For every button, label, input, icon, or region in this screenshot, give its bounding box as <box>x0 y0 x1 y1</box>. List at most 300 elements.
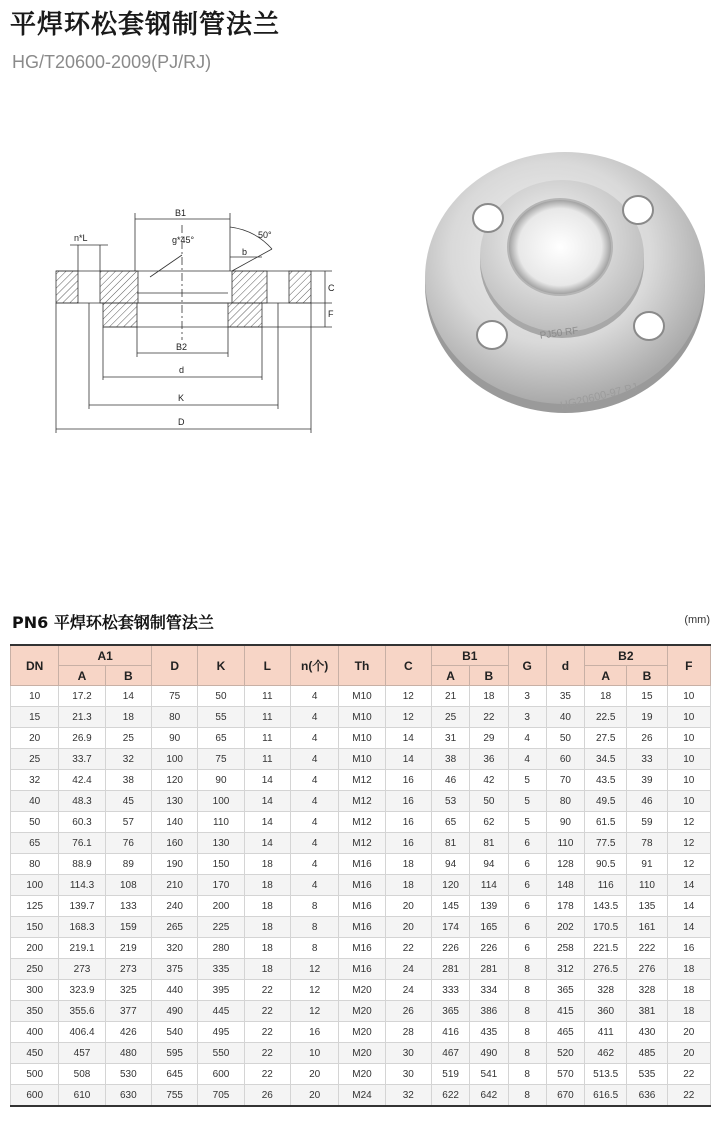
header-b1: B1 <box>431 645 508 666</box>
table-cell: 139.7 <box>59 896 105 917</box>
unit-label: (mm) <box>684 614 710 626</box>
header-k: K <box>198 645 244 686</box>
table-cell: 8 <box>290 917 338 938</box>
table-cell: 14 <box>105 686 151 707</box>
table-cell: 33.7 <box>59 749 105 770</box>
table-cell: 110 <box>546 833 584 854</box>
table-cell: 6 <box>508 875 546 896</box>
table-cell: 202 <box>546 917 584 938</box>
table-cell: 10 <box>667 686 710 707</box>
table-cell: M10 <box>339 728 385 749</box>
table-cell: M20 <box>339 980 385 1001</box>
table-cell: 4 <box>508 728 546 749</box>
table-cell: 14 <box>667 896 710 917</box>
table-cell: 4 <box>290 854 338 875</box>
table-cell: 416 <box>431 1022 469 1043</box>
table-cell: 540 <box>152 1022 198 1043</box>
header-b1-a: A <box>431 666 469 686</box>
table-cell: 24 <box>385 959 431 980</box>
table-cell: 32 <box>105 749 151 770</box>
table-cell: 8 <box>508 980 546 1001</box>
table-cell: 4 <box>290 770 338 791</box>
table-cell: 335 <box>198 959 244 980</box>
table-cell: 355.6 <box>59 1001 105 1022</box>
table-cell: 10 <box>667 791 710 812</box>
table-cell: M12 <box>339 812 385 833</box>
table-cell: 33 <box>627 749 667 770</box>
table-cell: 50 <box>546 728 584 749</box>
table-cell: 610 <box>59 1085 105 1107</box>
table-cell: 35 <box>546 686 584 707</box>
header-b1-b: B <box>470 666 508 686</box>
table-cell: 21.3 <box>59 707 105 728</box>
table-cell: 622 <box>431 1085 469 1107</box>
table-cell: 4 <box>290 728 338 749</box>
table-cell: 320 <box>152 938 198 959</box>
table-cell: 8 <box>508 1043 546 1064</box>
table-row <box>11 833 711 854</box>
table-cell: 21 <box>431 686 469 707</box>
table-cell: 12 <box>667 812 710 833</box>
table-cell: M16 <box>339 959 385 980</box>
table-cell: 334 <box>470 980 508 1001</box>
table-cell: 14 <box>244 833 290 854</box>
table-cell: 88.9 <box>59 854 105 875</box>
table-cell: 395 <box>198 980 244 1001</box>
table-cell: 467 <box>431 1043 469 1064</box>
table-cell: 30 <box>385 1043 431 1064</box>
table-cell: 42 <box>470 770 508 791</box>
table-cell: 43.5 <box>585 770 627 791</box>
table-cell: 17.2 <box>59 686 105 707</box>
label-angle: 50° <box>258 230 272 240</box>
table-cell: 61.5 <box>585 812 627 833</box>
table-cell: 8 <box>508 1085 546 1107</box>
table-cell: 28 <box>385 1022 431 1043</box>
table-row <box>11 1043 711 1064</box>
table-cell: 34.5 <box>585 749 627 770</box>
table-row <box>11 959 711 980</box>
table-cell: M12 <box>339 791 385 812</box>
table-cell: 411 <box>585 1022 627 1043</box>
table-row <box>11 812 711 833</box>
table-cell: 219 <box>105 938 151 959</box>
table-cell: 12 <box>385 686 431 707</box>
label-B1: B1 <box>175 208 187 218</box>
table-cell: 168.3 <box>59 917 105 938</box>
table-cell: 550 <box>198 1043 244 1064</box>
cell-dn: 400 <box>11 1022 59 1043</box>
table-cell: 14 <box>667 917 710 938</box>
header-dn: DN <box>11 645 59 686</box>
table-cell: 5 <box>508 812 546 833</box>
table-cell: 10 <box>667 707 710 728</box>
cell-dn: 350 <box>11 1001 59 1022</box>
table-cell: 116 <box>585 875 627 896</box>
table-cell: 14 <box>385 728 431 749</box>
table-cell: 377 <box>105 1001 151 1022</box>
table-cell: 26 <box>244 1085 290 1107</box>
table-cell: 42.4 <box>59 770 105 791</box>
header-a1: A1 <box>59 645 152 666</box>
label-d: d <box>179 365 185 375</box>
table-cell: 18 <box>244 875 290 896</box>
table-cell: 8 <box>290 938 338 959</box>
cell-dn: 50 <box>11 812 59 833</box>
table-cell: 281 <box>431 959 469 980</box>
table-cell: 6 <box>508 917 546 938</box>
table-cell: 81 <box>431 833 469 854</box>
table-cell: 276.5 <box>585 959 627 980</box>
table-cell: 276 <box>627 959 667 980</box>
table-cell: 16 <box>290 1022 338 1043</box>
table-cell: 114 <box>470 875 508 896</box>
label-nL: n*L <box>74 233 88 243</box>
header-d: d <box>546 645 584 686</box>
table-cell: 80 <box>152 707 198 728</box>
table-cell: 130 <box>198 833 244 854</box>
table-cell: 12 <box>290 980 338 1001</box>
table-cell: 365 <box>431 1001 469 1022</box>
table-cell: 600 <box>198 1064 244 1085</box>
table-row <box>11 1001 711 1022</box>
table-cell: 480 <box>105 1043 151 1064</box>
table-row <box>11 1064 711 1085</box>
table-row <box>11 707 711 728</box>
table-cell: 328 <box>627 980 667 1001</box>
table-cell: 18 <box>385 875 431 896</box>
table-cell: 14 <box>244 770 290 791</box>
table-cell: 18 <box>244 896 290 917</box>
table-cell: 4 <box>290 875 338 896</box>
table-cell: 6 <box>508 833 546 854</box>
table-cell: 333 <box>431 980 469 1001</box>
table-cell: 465 <box>546 1022 584 1043</box>
table-cell: M16 <box>339 917 385 938</box>
photo-stamp-hg: HG20600-97 PJ <box>559 381 639 413</box>
table-cell: 94 <box>431 854 469 875</box>
table-cell: 18 <box>244 854 290 875</box>
table-cell: 148 <box>546 875 584 896</box>
table-cell: 381 <box>627 1001 667 1022</box>
table-cell: 4 <box>290 686 338 707</box>
table-cell: 200 <box>198 896 244 917</box>
table-cell: 426 <box>105 1022 151 1043</box>
table-cell: 4 <box>290 707 338 728</box>
table-cell: 22 <box>244 1022 290 1043</box>
table-cell: 325 <box>105 980 151 1001</box>
table-cell: 705 <box>198 1085 244 1107</box>
table-cell: 11 <box>244 686 290 707</box>
cell-dn: 25 <box>11 749 59 770</box>
table-cell: 90 <box>198 770 244 791</box>
table-cell: 4 <box>290 812 338 833</box>
table-cell: 755 <box>152 1085 198 1107</box>
table-cell: M10 <box>339 686 385 707</box>
table-cell: M10 <box>339 749 385 770</box>
table-cell: 630 <box>105 1085 151 1107</box>
cell-dn: 65 <box>11 833 59 854</box>
table-cell: 430 <box>627 1022 667 1043</box>
cell-dn: 250 <box>11 959 59 980</box>
table-cell: 90 <box>152 728 198 749</box>
table-cell: 12 <box>667 854 710 875</box>
table-cell: 5 <box>508 791 546 812</box>
table-cell: 22 <box>244 980 290 1001</box>
table-cell: 145 <box>431 896 469 917</box>
table-cell: 462 <box>585 1043 627 1064</box>
cell-dn: 20 <box>11 728 59 749</box>
table-cell: M20 <box>339 1043 385 1064</box>
table-row <box>11 854 711 875</box>
table-cell: 312 <box>546 959 584 980</box>
table-cell: 520 <box>546 1043 584 1064</box>
table-cell: 490 <box>152 1001 198 1022</box>
cell-dn: 40 <box>11 791 59 812</box>
table-cell: 210 <box>152 875 198 896</box>
table-cell: 18 <box>105 707 151 728</box>
table-cell: M10 <box>339 707 385 728</box>
table-cell: 36 <box>470 749 508 770</box>
table-cell: M16 <box>339 875 385 896</box>
table-row <box>11 749 711 770</box>
table-cell: 11 <box>244 728 290 749</box>
table-row <box>11 728 711 749</box>
cell-dn: 125 <box>11 896 59 917</box>
header-th: Th <box>339 645 385 686</box>
table-cell: 160 <box>152 833 198 854</box>
header-b2: B2 <box>585 645 668 666</box>
header-g: G <box>508 645 546 686</box>
table-cell: 60 <box>546 749 584 770</box>
table-cell: 26 <box>385 1001 431 1022</box>
table-cell: M16 <box>339 896 385 917</box>
table-cell: 20 <box>667 1022 710 1043</box>
table-row <box>11 896 711 917</box>
table-cell: 22 <box>244 1043 290 1064</box>
table-cell: 91 <box>627 854 667 875</box>
table-cell: 530 <box>105 1064 151 1085</box>
table-cell: 170 <box>198 875 244 896</box>
table-cell: 150 <box>198 854 244 875</box>
table-cell: 18 <box>244 959 290 980</box>
table-cell: 8 <box>508 1022 546 1043</box>
table-cell: 10 <box>667 770 710 791</box>
table-cell: 178 <box>546 896 584 917</box>
table-cell: 4 <box>290 791 338 812</box>
table-cell: 70 <box>546 770 584 791</box>
table-cell: 670 <box>546 1085 584 1107</box>
header-l: L <box>244 645 290 686</box>
table-cell: 46 <box>431 770 469 791</box>
page-title: 平焊环松套钢制管法兰 <box>10 10 281 40</box>
table-cell: 4 <box>290 749 338 770</box>
table-row <box>11 875 711 896</box>
table-cell: 90 <box>546 812 584 833</box>
table-cell: 50 <box>198 686 244 707</box>
table-cell: 100 <box>152 749 198 770</box>
table-cell: 76 <box>105 833 151 854</box>
table-cell: 360 <box>585 1001 627 1022</box>
table-cell: 50 <box>470 791 508 812</box>
table-row <box>11 980 711 1001</box>
table-cell: 4 <box>290 833 338 854</box>
label-F: F <box>328 309 334 319</box>
table-cell: 55 <box>198 707 244 728</box>
cell-dn: 200 <box>11 938 59 959</box>
table-cell: 12 <box>290 959 338 980</box>
table-cell: 110 <box>627 875 667 896</box>
header-n: n(个) <box>290 645 338 686</box>
table-cell: 140 <box>152 812 198 833</box>
table-cell: 16 <box>385 812 431 833</box>
table-cell: 65 <box>198 728 244 749</box>
flange-product-photo <box>420 150 710 425</box>
table-cell: 22 <box>244 1001 290 1022</box>
table-cell: 20 <box>385 917 431 938</box>
table-cell: 6 <box>508 854 546 875</box>
table-cell: 273 <box>59 959 105 980</box>
table-cell: 25 <box>105 728 151 749</box>
table-cell: 6 <box>508 938 546 959</box>
table-cell: 22 <box>385 938 431 959</box>
table-cell: 139 <box>470 896 508 917</box>
table-cell: 375 <box>152 959 198 980</box>
table-cell: 30 <box>385 1064 431 1085</box>
table-cell: 25 <box>431 707 469 728</box>
table-cell: 49.5 <box>585 791 627 812</box>
table-cell: 222 <box>627 938 667 959</box>
table-cell: 65 <box>431 812 469 833</box>
table-cell: 20 <box>667 1043 710 1064</box>
table-cell: 616.5 <box>585 1085 627 1107</box>
table-cell: M24 <box>339 1085 385 1107</box>
table-cell: 11 <box>244 707 290 728</box>
cell-dn: 600 <box>11 1085 59 1107</box>
table-cell: 6 <box>508 896 546 917</box>
table-cell: 22 <box>667 1064 710 1085</box>
table-cell: 120 <box>152 770 198 791</box>
table-cell: 18 <box>667 959 710 980</box>
table-cell: 27.5 <box>585 728 627 749</box>
dimension-table <box>10 644 711 1107</box>
table-cell: 595 <box>152 1043 198 1064</box>
standard-code: HG/T20600-2009(PJ/RJ) <box>12 52 212 72</box>
table-cell: 12 <box>667 833 710 854</box>
table-cell: 281 <box>470 959 508 980</box>
table-cell: 642 <box>470 1085 508 1107</box>
table-cell: 90.5 <box>585 854 627 875</box>
table-cell: 11 <box>244 749 290 770</box>
table-cell: 190 <box>152 854 198 875</box>
header-D: D <box>152 645 198 686</box>
photo-stamp-pj: PJ50 RF <box>539 325 580 342</box>
table-cell: 59 <box>627 812 667 833</box>
table-cell: 16 <box>385 833 431 854</box>
table-cell: 440 <box>152 980 198 1001</box>
table-cell: 57 <box>105 812 151 833</box>
table-cell: 81 <box>470 833 508 854</box>
table-cell: M12 <box>339 770 385 791</box>
table-cell: 490 <box>470 1043 508 1064</box>
header-a1-a: A <box>59 666 105 686</box>
header-f: F <box>667 645 710 686</box>
table-cell: 170.5 <box>585 917 627 938</box>
table-row <box>11 1085 711 1107</box>
table-cell: 280 <box>198 938 244 959</box>
cell-dn: 80 <box>11 854 59 875</box>
table-cell: 161 <box>627 917 667 938</box>
table-cell: 22 <box>470 707 508 728</box>
table-cell: 3 <box>508 707 546 728</box>
table-cell: 445 <box>198 1001 244 1022</box>
table-cell: 273 <box>105 959 151 980</box>
table-cell: 18 <box>385 854 431 875</box>
cell-dn: 10 <box>11 686 59 707</box>
table-cell: 94 <box>470 854 508 875</box>
table-header-row <box>11 645 711 666</box>
table-cell: 60.3 <box>59 812 105 833</box>
label-g45: g*45° <box>172 235 195 245</box>
table-cell: 48.3 <box>59 791 105 812</box>
table-cell: 5 <box>508 770 546 791</box>
table-cell: 8 <box>290 896 338 917</box>
table-cell: 22 <box>244 1064 290 1085</box>
table-cell: M12 <box>339 833 385 854</box>
table-cell: 20 <box>385 896 431 917</box>
table-cell: 16 <box>385 770 431 791</box>
table-cell: 18 <box>585 686 627 707</box>
table-cell: 226 <box>470 938 508 959</box>
cell-dn: 32 <box>11 770 59 791</box>
table-cell: 174 <box>431 917 469 938</box>
header-b2-a: A <box>585 666 627 686</box>
table-cell: 75 <box>198 749 244 770</box>
table-cell: 328 <box>585 980 627 1001</box>
cell-dn: 100 <box>11 875 59 896</box>
table-cell: 14 <box>244 791 290 812</box>
table-cell: 22.5 <box>585 707 627 728</box>
label-B2: B2 <box>176 342 188 352</box>
table-cell: 31 <box>431 728 469 749</box>
table-cell: 265 <box>152 917 198 938</box>
table-cell: 12 <box>290 1001 338 1022</box>
table-cell: 114.3 <box>59 875 105 896</box>
header-a1-b: B <box>105 666 151 686</box>
table-cell: 258 <box>546 938 584 959</box>
table-cell: 32 <box>385 1085 431 1107</box>
table-cell: 26 <box>627 728 667 749</box>
table-cell: 165 <box>470 917 508 938</box>
table-cell: 18 <box>667 1001 710 1022</box>
table-cell: 457 <box>59 1043 105 1064</box>
table-cell: 16 <box>667 938 710 959</box>
table-row <box>11 917 711 938</box>
table-row <box>11 770 711 791</box>
table-row <box>11 938 711 959</box>
table-cell: 645 <box>152 1064 198 1085</box>
table-cell: 226 <box>431 938 469 959</box>
cell-dn: 150 <box>11 917 59 938</box>
table-cell: 541 <box>470 1064 508 1085</box>
table-cell: 240 <box>152 896 198 917</box>
table-cell: 406.4 <box>59 1022 105 1043</box>
table-cell: 12 <box>385 707 431 728</box>
cell-dn: 500 <box>11 1064 59 1085</box>
table-cell: 45 <box>105 791 151 812</box>
table-cell: 77.5 <box>585 833 627 854</box>
table-cell: 485 <box>627 1043 667 1064</box>
